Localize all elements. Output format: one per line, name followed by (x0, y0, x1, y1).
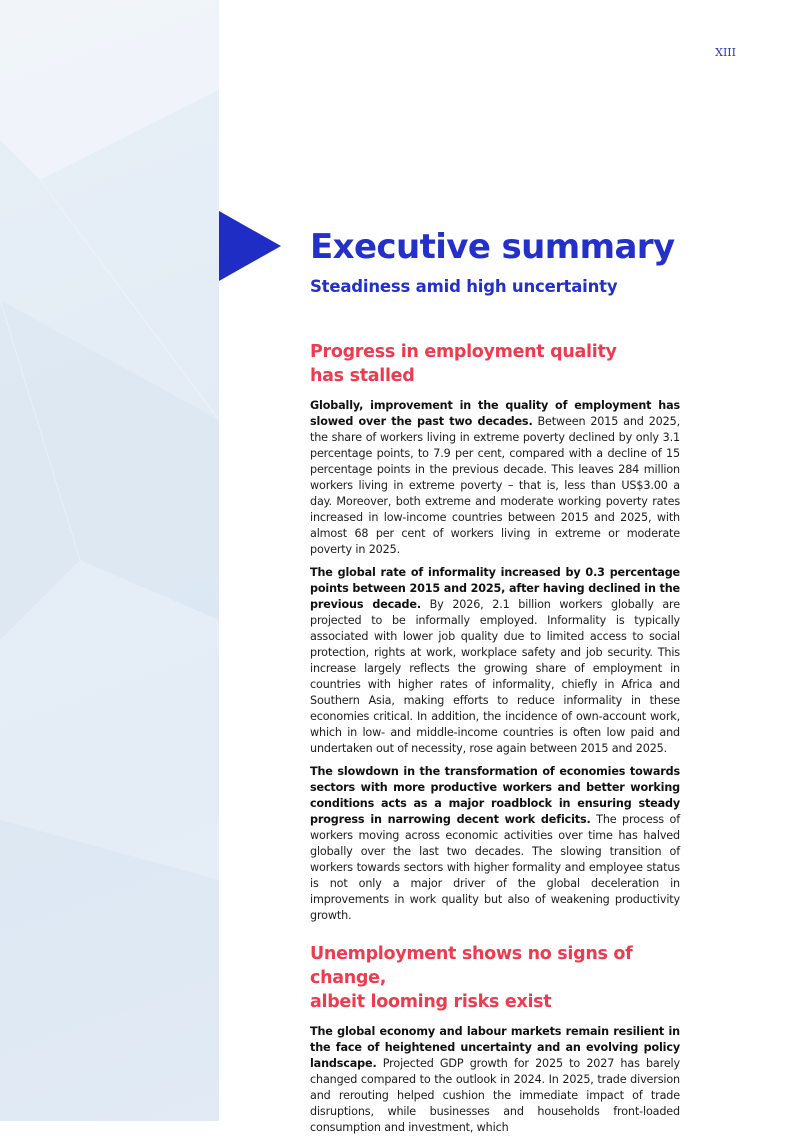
section-heading (310, 942, 680, 1014)
paragraph-text: Between 2015 and 2025, the share of workers living in extreme poverty declined by only 3.1 percentage points, to 7.9 per cent, compared with a decline of 15 percentage points in the previous decade. This leaves 284 million workers living in extreme poverty – that is, less than US$3.00 a day. Moreover, both extreme and moderate working poverty rates increased in low-income countries between 2015 and 2025, with almost 68 per cent of workers living in extreme or moderate poverty in 2025. (310, 415, 680, 556)
section-employment-quality (310, 340, 680, 924)
section-body (310, 1024, 680, 1136)
paragraph-text: Projected GDP growth for 2025 to 2027 has barely changed compared to the outlook in 2024. In 2025, trade diversion and rerouting helped cushion the immediate impact of trade disruptions, while businesses and households front-loaded consumption and investment, which (310, 1057, 680, 1134)
sidebar-pattern (0, 0, 219, 1121)
main-content (310, 226, 680, 1143)
section-heading-line2: has stalled (310, 366, 415, 386)
section-heading-line2: albeit looming risks exist (310, 992, 552, 1012)
section-heading-line1: Unemployment shows no signs of change, (310, 944, 633, 988)
paragraph-lead: The global economy and labour markets remain resilient in the face of heightened uncertainty and an evolving policy landscape. (310, 1025, 680, 1070)
page-number: XIII (715, 46, 736, 59)
paragraph-lead: The global rate of informality increased by 0.3 percentage points between 2015 and 2025, after having declined in the previous decade. (310, 566, 680, 611)
paragraph-lead: Globally, improvement in the quality of employment has slowed over the past two decades. (310, 399, 680, 428)
page-subtitle: Steadiness amid high uncertainty (310, 277, 618, 296)
paragraph-lead: The slowdown in the transformation of economies towards sectors with more productive workers and better working conditions acts as a major roadblock in ensuring steady progress in narrowing decent work deficits. (310, 765, 680, 826)
section-body (310, 398, 680, 924)
paragraph (310, 1024, 680, 1136)
section-marker-triangle (219, 211, 281, 281)
paragraph (310, 398, 680, 558)
paragraph (310, 764, 680, 924)
decorative-sidebar (0, 0, 219, 1121)
section-heading (310, 340, 680, 388)
section-unemployment (310, 942, 680, 1136)
section-heading-line1: Progress in employment quality (310, 342, 617, 362)
page-title: Executive summary (310, 227, 675, 267)
paragraph-text: The process of workers moving across economic activities over time has halved globally over the last two decades. The slowing transition of workers towards sectors with higher formality and employee status is not only a major driver of the global deceleration in improvements in work quality but also of weakening productivity growth. (310, 813, 680, 922)
paragraph (310, 565, 680, 757)
paragraph-text: By 2026, 2.1 billion workers globally are projected to be informally employed. Informality is typically associated with lower job quality due to limited access to social protection, rights at work, workplace safety and job security. This increase largely reflects the growing share of employment in countries with higher rates of informality, chiefly in Africa and Southern Asia, making efforts to reduce informality in these economies critical. In addition, the incidence of own-account work, which in low- and middle-income countries is often low paid and undertaken out of necessity, rose again between 2015 and 2025. (310, 598, 680, 755)
